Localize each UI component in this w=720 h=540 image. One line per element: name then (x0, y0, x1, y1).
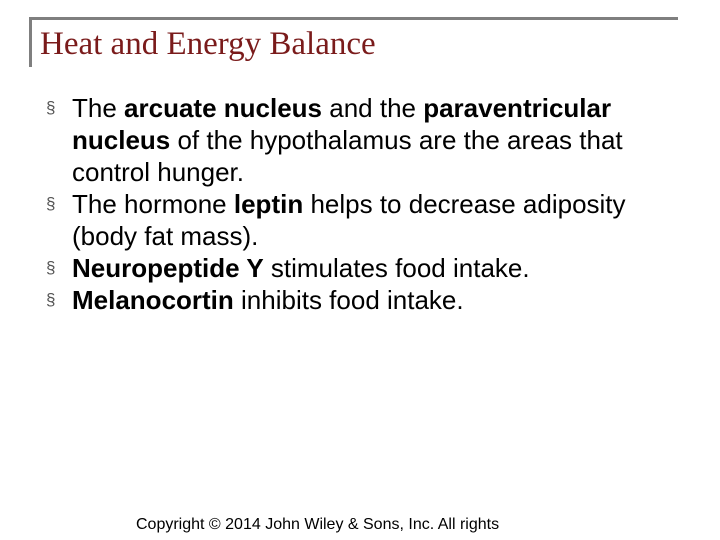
slide-title: Heat and Energy Balance (40, 26, 376, 62)
bullet-term-leptin: leptin (233, 189, 304, 219)
bullet-list (46, 92, 686, 316)
copyright-footer: Copyright © 2014 John Wiley & Sons, Inc. All rights (136, 516, 500, 533)
bullet-segment: and the (322, 93, 424, 123)
bullet-segment: stimulates food intake. (263, 253, 530, 283)
bullet-item (46, 284, 686, 316)
bullet-segment: of the hypothalamus are the areas that control hunger. (72, 125, 623, 187)
bullet-segment: The (72, 93, 125, 123)
bullet-marker-icon: § (46, 290, 56, 309)
bullet-text (72, 189, 626, 251)
bullet-segment: helps to decrease adiposity (body fat mass). (72, 189, 626, 251)
bullet-text (72, 93, 623, 187)
bullet-segment: The hormone (72, 189, 234, 219)
bullet-term-paraventricular-nucleus: paraventricular nucleus (72, 93, 612, 155)
bullet-item (46, 92, 686, 188)
bullet-term-neuropeptide-y: Neuropeptide Y (72, 253, 264, 283)
bullet-text (72, 253, 530, 283)
bullet-item (46, 252, 686, 284)
title-frame-left-border (29, 17, 32, 67)
bullet-item (46, 188, 686, 252)
title-frame-top-border (29, 17, 678, 20)
bullet-marker-icon: § (46, 98, 56, 117)
bullet-marker-icon: § (46, 258, 56, 277)
bullet-term-melanocortin: Melanocortin (72, 285, 234, 315)
bullet-text (72, 285, 464, 315)
bullet-term-arcuate-nucleus: arcuate nucleus (124, 93, 323, 123)
bullet-segment: inhibits food intake. (233, 285, 464, 315)
bullet-marker-icon: § (46, 194, 56, 213)
